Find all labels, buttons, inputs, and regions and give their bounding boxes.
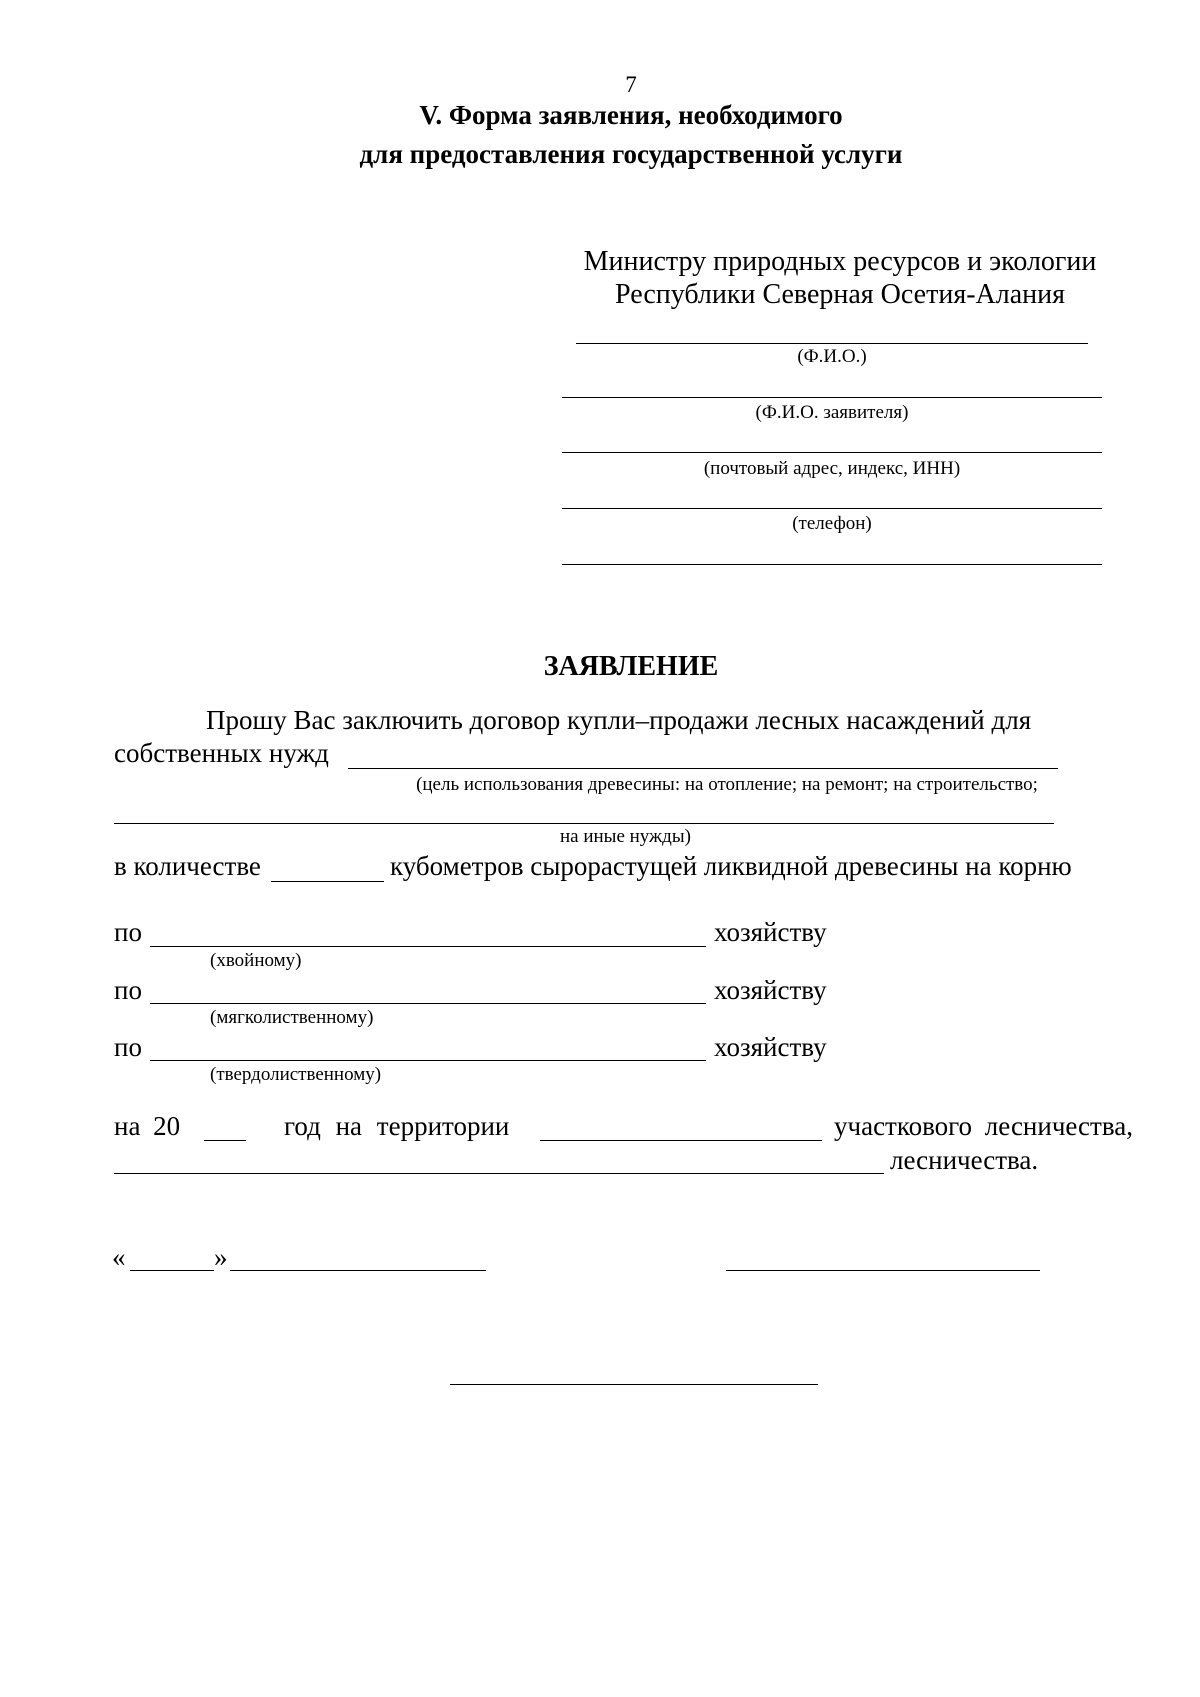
phone-line[interactable] <box>562 508 1102 509</box>
signature-input-line[interactable] <box>726 1270 1040 1271</box>
extra-line[interactable] <box>562 564 1102 565</box>
softwood-input-line[interactable] <box>150 1003 706 1004</box>
conifer-input-line[interactable] <box>150 946 706 947</box>
hardwood-input-line[interactable] <box>150 1060 706 1061</box>
section-heading-line-1: V. Форма заявления, необходимого <box>419 100 843 130</box>
phone-caption: (телефон) <box>792 513 872 534</box>
date-close-quote: » <box>214 1242 228 1272</box>
addressee-line-2: Республики Северная Осетия-Алания <box>615 279 1065 310</box>
date-open-quote: « <box>112 1242 126 1272</box>
conifer-caption: (хвойному) <box>210 950 302 971</box>
applicant-name-caption: (Ф.И.О. заявителя) <box>755 402 909 423</box>
quantity-prefix: в количестве <box>114 851 261 881</box>
statement-title: ЗАЯВЛЕНИЕ <box>543 651 719 682</box>
quantity-suffix: кубометров сырорастущей ликвидной древесины на корню <box>390 851 1072 881</box>
addressee-line-1: Министру природных ресурсов и экологии <box>583 246 1097 277</box>
applicant-name-line[interactable] <box>562 397 1102 398</box>
year-suffix: участкового лесничества, <box>834 1111 1133 1141</box>
section-heading-line-2: для предоставления государственной услуги <box>359 139 903 169</box>
purpose-caption-2: на иные нужды) <box>560 826 691 847</box>
hardwood-caption: (твердолиственному) <box>210 1064 382 1085</box>
quantity-input-line[interactable] <box>271 881 384 882</box>
date-month-year-input-line[interactable] <box>230 1270 486 1271</box>
forestry-input-line[interactable] <box>114 1173 884 1174</box>
address-caption: (почтовый адрес, индекс, ИНН) <box>703 458 961 479</box>
fio-input-line[interactable] <box>576 343 1088 344</box>
page-number: 7 <box>625 72 637 97</box>
hardwood-suffix: хозяйству <box>714 1032 827 1062</box>
conifer-suffix: хозяйству <box>714 917 827 947</box>
address-line[interactable] <box>562 452 1102 453</box>
fio-caption: (Ф.И.О.) <box>797 346 867 367</box>
year-middle: год на территории <box>284 1111 510 1141</box>
district-forestry-input-line[interactable] <box>540 1140 822 1141</box>
hardwood-prefix: по <box>114 1032 142 1062</box>
purpose-input-line[interactable] <box>348 768 1058 769</box>
year-input-line[interactable] <box>204 1140 246 1141</box>
softwood-suffix: хозяйству <box>714 975 827 1005</box>
softwood-prefix: по <box>114 975 142 1005</box>
purpose-caption-1: (цель использования древесины: на отопление; на ремонт; на строительство; <box>416 774 1038 795</box>
purpose-input-line-2[interactable] <box>114 823 1054 824</box>
signature-decoding-input-line[interactable] <box>450 1384 818 1385</box>
conifer-prefix: по <box>114 917 142 947</box>
forestry-suffix: лесничества. <box>890 1145 1039 1175</box>
statement-para-line-1: Прошу Вас заключить договор купли–продажи лесных насаждений для <box>206 705 1032 735</box>
softwood-caption: (мягколиственному) <box>210 1007 374 1028</box>
year-prefix: на 20 <box>114 1111 181 1141</box>
date-day-input-line[interactable] <box>130 1270 214 1271</box>
statement-para-line-2: собственных нужд <box>114 738 329 768</box>
